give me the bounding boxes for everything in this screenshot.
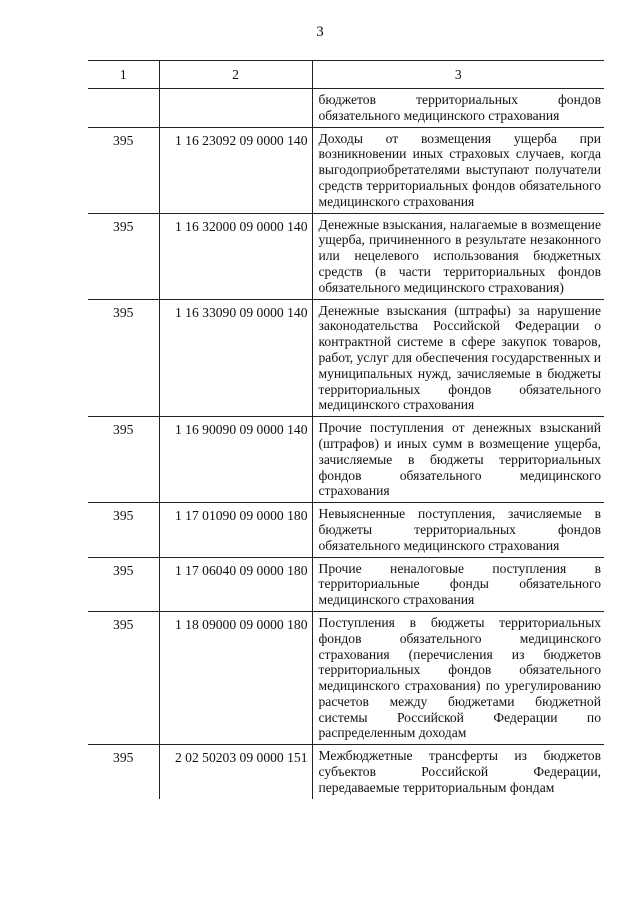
column-header-1: 1 (88, 61, 159, 89)
table-row (88, 89, 604, 128)
column-header-3: 3 (312, 61, 604, 89)
budget-code-cell: 1 16 33090 09 0000 140 (159, 299, 312, 417)
revenue-name-cell: Межбюджетные трансферты из бюджетов субъектов Российской Федерации, передаваемые территориальным фондам (318, 748, 601, 795)
budget-code-cell: 1 17 01090 09 0000 180 (159, 503, 312, 557)
revenue-name-cell: бюджетов территориальных фондов обязательного медицинского страхования (312, 89, 604, 128)
table-row (88, 299, 604, 417)
budget-code-cell: 1 16 32000 09 0000 140 (159, 213, 312, 299)
admin-code-cell: 395 (88, 213, 159, 299)
revenue-classification-table (88, 60, 604, 799)
admin-code-cell: 395 (88, 745, 159, 799)
revenue-name-cell: Прочие поступления от денежных взысканий (штрафов) и иных сумм в возмещение ущерба, зачисляемые в бюджеты территориальных фондов обязательного медицинского страхования (312, 417, 604, 503)
revenue-name-cell: Поступления в бюджеты территориальных фондов обязательного медицинского страхования (перечисления из бюджетов территориальных фондов обязательного медицинского страхования) по урегулированию расчетов между бюджетами бюджетной системы Российской Федерации по распределенным доходам (312, 611, 604, 744)
table-row (88, 503, 604, 557)
budget-code-cell: 1 17 06040 09 0000 180 (159, 557, 312, 611)
table-row (88, 611, 604, 744)
revenue-name-cell: Денежные взыскания, налагаемые в возмещение ущерба, причиненного в результате незаконного или нецелевого использования бюджетных средств (в части территориальных фондов обязательного медицинского страхования) (312, 213, 604, 299)
revenue-name-cell: Невыясненные поступления, зачисляемые в бюджеты территориальных фондов обязательного медицинского страхования (312, 503, 604, 557)
admin-code-cell (88, 89, 159, 128)
page-number: 3 (316, 24, 324, 40)
admin-code-cell: 395 (88, 417, 159, 503)
admin-code-cell: 395 (88, 127, 159, 213)
table-row (88, 213, 604, 299)
table-row (88, 127, 604, 213)
budget-code-cell: 1 16 23092 09 0000 140 (159, 127, 312, 213)
admin-code-cell: 395 (88, 503, 159, 557)
revenue-name-cell: Доходы от возмещения ущерба при возникновении иных страховых случаев, когда выгодоприобретателями выступают получатели средств территориальных фондов обязательного медицинского страхования (312, 127, 604, 213)
budget-code-cell (159, 89, 312, 128)
budget-code-cell: 1 18 09000 09 0000 180 (159, 611, 312, 744)
table-header-row (88, 61, 604, 89)
table-row (88, 745, 604, 799)
budget-code-cell: 1 16 90090 09 0000 140 (159, 417, 312, 503)
admin-code-cell: 395 (88, 557, 159, 611)
column-header-2: 2 (159, 61, 312, 89)
table-row (88, 417, 604, 503)
admin-code-cell: 395 (88, 611, 159, 744)
budget-code-cell: 2 02 50203 09 0000 151 (159, 745, 312, 799)
revenue-name-cell: Прочие неналоговые поступления в территориальные фонды обязательного медицинского страхования (312, 557, 604, 611)
admin-code-cell: 395 (88, 299, 159, 417)
table-row (88, 557, 604, 611)
revenue-name-cell: Денежные взыскания (штрафы) за нарушение законодательства Российской Федерации о контрактной системе в сфере закупок товаров, работ, услуг для обеспечения государственных и муниципальных нужд, зачисляемые в бюджеты территориальных фондов обязательного медицинского страхования (312, 299, 604, 417)
